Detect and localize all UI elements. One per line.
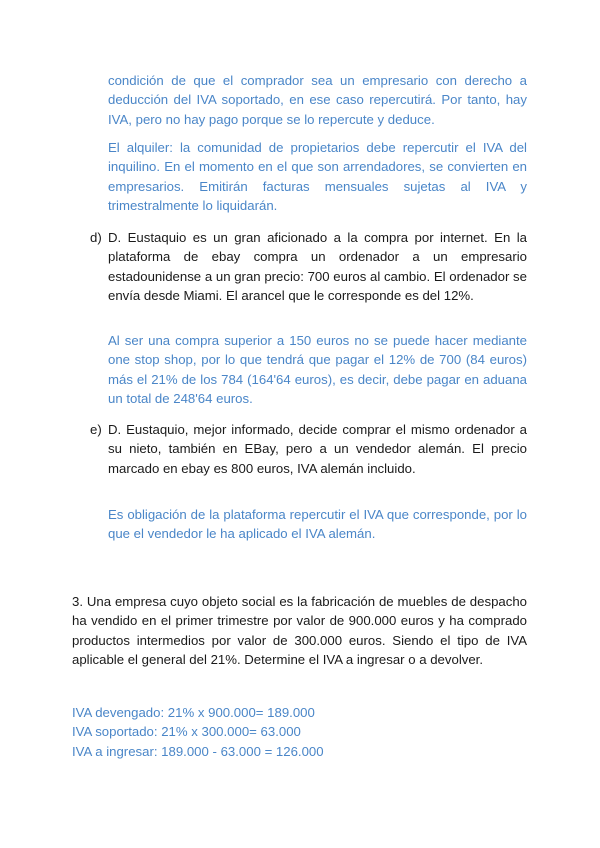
answer-c-continuation: condición de que el comprador sea un empresario con derecho a deducción del IVA soportado, en ese caso repercutirá. Por tanto, hay IVA, pero no hay pago porque se lo repercute y deduce. (108, 73, 527, 127)
exercise-3-answer (72, 703, 527, 761)
item-e-marker: e) (90, 422, 102, 437)
item-e-question: D. Eustaquio, mejor informado, decide comprar el mismo ordenador a su nieto, también en EBay, pero a un vendedor alemán. El precio marcado en ebay es 800 euros, IVA alemán incluido. (108, 422, 527, 476)
answer-alquiler: El alquiler: la comunidad de propietarios debe repercutir el IVA del inquilino. En el momento en el que son arrendadores, se convierten en empresarios. Emitirán facturas mensuales sujetas al IVA y trimestralmente lo liquidarán. (108, 140, 527, 214)
iva-a-ingresar-line: IVA a ingresar: 189.000 - 63.000 = 126.000 (72, 743, 324, 759)
item-d-marker: d) (90, 230, 102, 245)
item-d-question: D. Eustaquio es un gran aficionado a la compra por internet. En la plataforma de ebay compra un ordenador a un empresario estadounidense a un gran precio: 700 euros al cambio. El ordenador se envía desde Miami. El arancel que le corresponde es del 12%. (108, 230, 527, 304)
item-d-answer: Al ser una compra superior a 150 euros no se puede hacer mediante one stop shop, por lo que tendrá que pagar el 12% de 700 (84 euros) más el 21% de los 784 (164'64 euros), es decir, debe pagar en aduana un total de 248'64 euros. (108, 333, 527, 407)
exercise-3-statement: 3. Una empresa cuyo objeto social es la fabricación de muebles de despacho ha vendido en el primer trimestre por valor de 900.000 euros y ha comprado productos intermedios por valor de 300.000 euros. Siendo el tipo de IVA aplicable el general del 21%. Determine el IVA a ingresar o a devolver. (72, 594, 527, 668)
iva-devengado-line: IVA devengado: 21% x 900.000= 189.000 (72, 705, 315, 720)
item-e-answer: Es obligación de la plataforma repercutir el IVA que corresponde, por lo que el vendedor le ha aplicado el IVA alemán. (108, 507, 527, 542)
iva-soportado-line: IVA soportado: 21% x 300.000= 63.000 (72, 724, 301, 740)
